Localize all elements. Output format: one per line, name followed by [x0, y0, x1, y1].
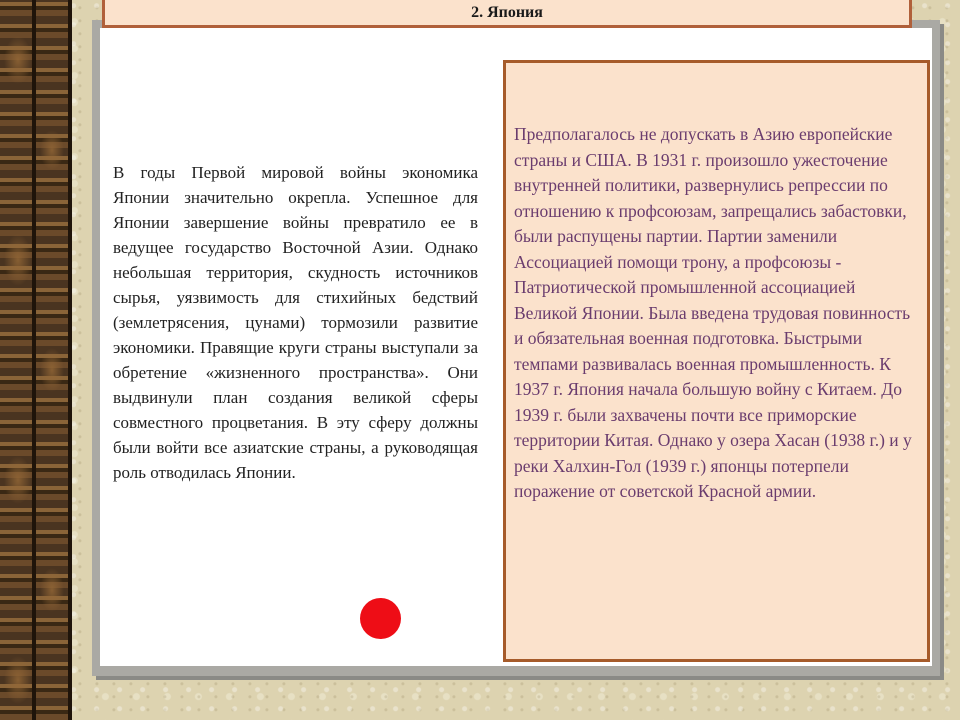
right-text-block: [514, 122, 922, 505]
left-paragraph: В годы Первой мировой войны экономика Японии значительно окрепла. Успешное для Японии завершение войны превратило ее в ведущее государство Восточной Азии. Однако небольшая территория, скудность источников сырья, уязвимость для стихийных бедствий (землетрясения, цунами) тормозили развитие экономики. Правящие круги страны выступали за обретение «жизненного пространства». Они выдвинули план создания великой сферы совместного процветания. В эту сферу должны были войти все азиатские страны, а руководящая роль отводилась Японии.: [113, 163, 478, 482]
right-paragraph: Предполагалось не допускать в Азию европейские страны и США. В 1931 г. произошло ужесточение внутренней политики, развернулись репрессии по отношению к профсоюзам, запрещались забастовки, были распущены партии. Партии заменили Ассоциацией помощи трону, а профсоюзы - Патриотической промышленной ассоциацией Великой Японии. Была введена трудовая повинность и обязательная военная подготовка. Быстрыми темпами развивалась военная промышленность. К 1937 г. Япония начала большую войну с Китаем. До 1939 г. были захвачены почти все приморские территории Китая. Однако у озера Хасан (1938 г.) и у реки Халхин-Гол (1939 г.) японцы потерпели поражение от советской Красной армии.: [514, 124, 912, 501]
left-text-block: [113, 160, 478, 485]
decorative-border-stripe: [0, 0, 72, 720]
slide-title-bar: [102, 0, 912, 28]
japan-flag-red-circle: [360, 598, 401, 639]
slide-title: 2. Япония: [471, 3, 543, 21]
